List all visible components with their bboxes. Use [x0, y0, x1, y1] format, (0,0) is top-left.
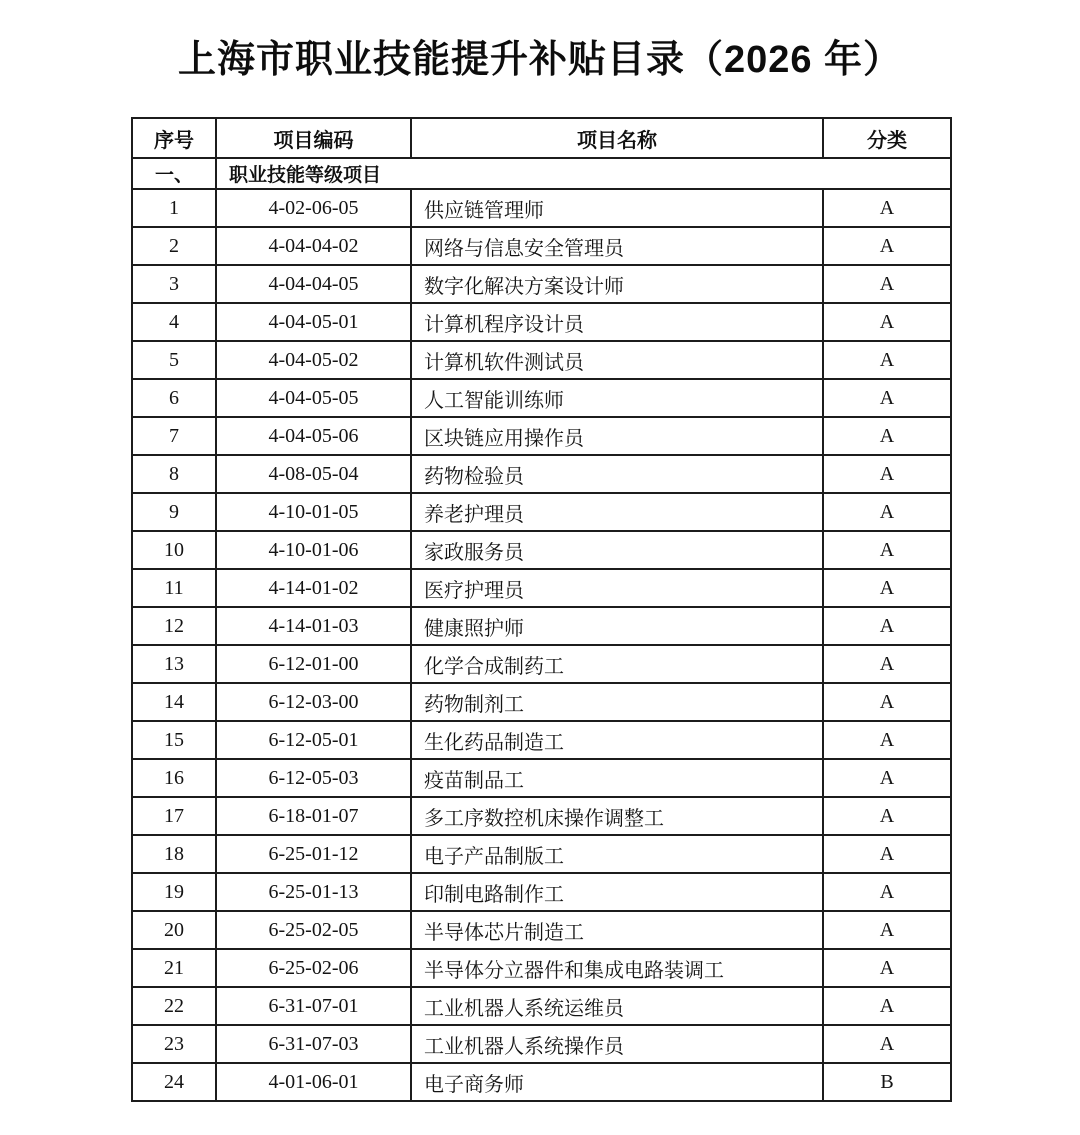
row-no: 24	[132, 1063, 216, 1101]
table-header-row	[132, 118, 951, 158]
table-row	[132, 265, 951, 303]
row-name: 疫苗制品工	[411, 759, 823, 797]
table-row	[132, 569, 951, 607]
row-code: 6-25-02-06	[216, 949, 411, 987]
table-row	[132, 341, 951, 379]
row-code: 4-04-05-01	[216, 303, 411, 341]
row-code: 4-04-04-02	[216, 227, 411, 265]
subsidy-catalog-table	[131, 117, 952, 1102]
row-code: 4-10-01-06	[216, 531, 411, 569]
row-category: A	[823, 341, 951, 379]
row-category: A	[823, 835, 951, 873]
row-code: 6-12-05-01	[216, 721, 411, 759]
column-header-code: 项目编码	[216, 118, 411, 158]
row-no: 19	[132, 873, 216, 911]
row-name: 半导体芯片制造工	[411, 911, 823, 949]
row-category: A	[823, 265, 951, 303]
column-header-name: 项目名称	[411, 118, 823, 158]
row-name: 供应链管理师	[411, 189, 823, 227]
table-row	[132, 645, 951, 683]
row-category: A	[823, 721, 951, 759]
row-category: A	[823, 455, 951, 493]
row-code: 6-31-07-03	[216, 1025, 411, 1063]
row-no: 21	[132, 949, 216, 987]
row-name: 区块链应用操作员	[411, 417, 823, 455]
table-row	[132, 417, 951, 455]
row-name: 生化药品制造工	[411, 721, 823, 759]
row-name: 养老护理员	[411, 493, 823, 531]
row-no: 23	[132, 1025, 216, 1063]
table-row	[132, 1025, 951, 1063]
row-no: 17	[132, 797, 216, 835]
section-row	[132, 158, 951, 189]
row-no: 15	[132, 721, 216, 759]
row-code: 6-31-07-01	[216, 987, 411, 1025]
row-code: 4-04-05-02	[216, 341, 411, 379]
row-name: 电子产品制版工	[411, 835, 823, 873]
row-name: 人工智能训练师	[411, 379, 823, 417]
row-category: A	[823, 683, 951, 721]
row-name: 化学合成制药工	[411, 645, 823, 683]
row-category: A	[823, 645, 951, 683]
row-category: A	[823, 797, 951, 835]
row-category: A	[823, 873, 951, 911]
table-row	[132, 227, 951, 265]
row-code: 6-18-01-07	[216, 797, 411, 835]
row-name: 电子商务师	[411, 1063, 823, 1101]
row-no: 5	[132, 341, 216, 379]
row-code: 6-12-01-00	[216, 645, 411, 683]
row-category: A	[823, 227, 951, 265]
row-name: 医疗护理员	[411, 569, 823, 607]
row-name: 家政服务员	[411, 531, 823, 569]
row-code: 6-12-05-03	[216, 759, 411, 797]
row-no: 12	[132, 607, 216, 645]
table-row	[132, 683, 951, 721]
row-code: 4-04-04-05	[216, 265, 411, 303]
row-category: A	[823, 189, 951, 227]
row-no: 14	[132, 683, 216, 721]
row-name: 药物检验员	[411, 455, 823, 493]
row-no: 1	[132, 189, 216, 227]
row-code: 6-12-03-00	[216, 683, 411, 721]
table-row	[132, 607, 951, 645]
row-category: A	[823, 569, 951, 607]
row-code: 6-25-02-05	[216, 911, 411, 949]
row-name: 工业机器人系统操作员	[411, 1025, 823, 1063]
table-row	[132, 455, 951, 493]
row-name: 工业机器人系统运维员	[411, 987, 823, 1025]
row-name: 数字化解决方案设计师	[411, 265, 823, 303]
table-row	[132, 759, 951, 797]
row-code: 4-04-05-05	[216, 379, 411, 417]
row-name: 网络与信息安全管理员	[411, 227, 823, 265]
table-row	[132, 911, 951, 949]
row-name: 计算机程序设计员	[411, 303, 823, 341]
row-category: A	[823, 531, 951, 569]
row-no: 11	[132, 569, 216, 607]
row-name: 印制电路制作工	[411, 873, 823, 911]
row-category: B	[823, 1063, 951, 1101]
row-name: 多工序数控机床操作调整工	[411, 797, 823, 835]
row-no: 3	[132, 265, 216, 303]
row-no: 18	[132, 835, 216, 873]
row-code: 4-10-01-05	[216, 493, 411, 531]
column-header-category: 分类	[823, 118, 951, 158]
row-category: A	[823, 759, 951, 797]
section-index: 一、	[132, 158, 216, 189]
row-no: 2	[132, 227, 216, 265]
row-no: 16	[132, 759, 216, 797]
row-code: 4-14-01-02	[216, 569, 411, 607]
row-code: 4-14-01-03	[216, 607, 411, 645]
table-row	[132, 987, 951, 1025]
table-row	[132, 303, 951, 341]
row-no: 4	[132, 303, 216, 341]
row-no: 22	[132, 987, 216, 1025]
row-name: 半导体分立器件和集成电路装调工	[411, 949, 823, 987]
row-code: 4-02-06-05	[216, 189, 411, 227]
row-category: A	[823, 417, 951, 455]
section-label: 职业技能等级项目	[216, 158, 951, 189]
row-code: 6-25-01-13	[216, 873, 411, 911]
row-category: A	[823, 911, 951, 949]
row-no: 8	[132, 455, 216, 493]
row-category: A	[823, 949, 951, 987]
row-no: 9	[132, 493, 216, 531]
row-category: A	[823, 379, 951, 417]
row-code: 4-08-05-04	[216, 455, 411, 493]
table-row	[132, 949, 951, 987]
row-no: 13	[132, 645, 216, 683]
row-name: 健康照护师	[411, 607, 823, 645]
row-name: 药物制剂工	[411, 683, 823, 721]
row-no: 20	[132, 911, 216, 949]
row-category: A	[823, 987, 951, 1025]
row-no: 6	[132, 379, 216, 417]
table-row	[132, 835, 951, 873]
table-row	[132, 1063, 951, 1101]
row-category: A	[823, 1025, 951, 1063]
table-row	[132, 189, 951, 227]
table-row	[132, 493, 951, 531]
row-category: A	[823, 303, 951, 341]
row-code: 4-04-05-06	[216, 417, 411, 455]
table-row	[132, 797, 951, 835]
row-no: 7	[132, 417, 216, 455]
row-name: 计算机软件测试员	[411, 341, 823, 379]
page-title: 上海市职业技能提升补贴目录（2026 年）	[177, 39, 903, 81]
column-header-no: 序号	[132, 118, 216, 158]
table-row	[132, 873, 951, 911]
row-code: 6-25-01-12	[216, 835, 411, 873]
row-category: A	[823, 607, 951, 645]
table-row	[132, 721, 951, 759]
table-row	[132, 531, 951, 569]
row-category: A	[823, 493, 951, 531]
row-code: 4-01-06-01	[216, 1063, 411, 1101]
row-no: 10	[132, 531, 216, 569]
table-row	[132, 379, 951, 417]
